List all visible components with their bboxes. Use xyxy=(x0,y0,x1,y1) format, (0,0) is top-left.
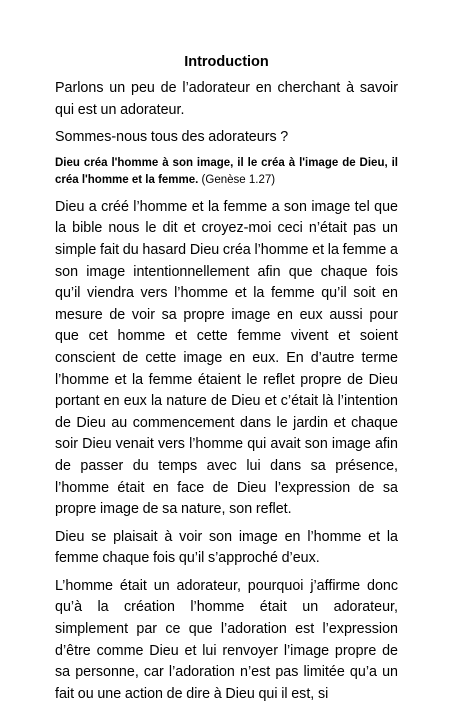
paragraph-intro: Parlons un peu de l’adorateur en cherchant à savoir qui est un adorateur. xyxy=(55,80,398,118)
verse-reference: (Genèse 1.27) xyxy=(198,173,276,186)
bible-verse xyxy=(55,155,398,189)
document-title: Introduction xyxy=(184,54,269,70)
paragraph-creation: Dieu a créé l’homme et la femme a son image tel que la bible nous le dit et croyez-moi ceci n’était pas un simple fait du hasard Dieu créa l’homme et la femme a son image intentionnellement afin que chaque fois qu’il viendra vers l’homme et la femme qu’il soit en mesure de voir sa propre image en eux aussi pour que cet homme et cette femme vivent et soient conscient de cette image en eux. En d’autre terme l’homme et la femme étaient le reflet propre de Dieu portant en eux la nature de Dieu et c’était là l’intention de Dieu au commencement dans le jardin et chaque soir Dieu venait vers l’homme qui avait son image afin de passer du temps avec lui dans sa présence, l’homme était en face de Dieu l’expression de sa propre image de sa nature, son reflet. xyxy=(55,198,398,518)
paragraph-question: Sommes-nous tous des adorateurs ? xyxy=(55,129,289,146)
document-page xyxy=(55,53,398,711)
paragraph-image: Dieu se plaisait à voir son image en l’homme et la femme chaque fois qu’il s’approché d’eux. xyxy=(55,528,398,567)
verse-text: Dieu créa l'homme à son image, il le créa à l'image de Dieu, il créa l'homme et la femme. xyxy=(55,156,398,186)
paragraph-adorateur: L’homme était un adorateur, pourquoi j’affirme donc qu’à la création l’homme était un adorateur, simplement par ce que l’adoration est l’expression d’être comme Dieu et lui renvoyer l’image propre de sa personne, car l’adoration n’est pas limitée qu’a un fait ou une action de dire à Dieu qui il est, si xyxy=(55,577,398,702)
